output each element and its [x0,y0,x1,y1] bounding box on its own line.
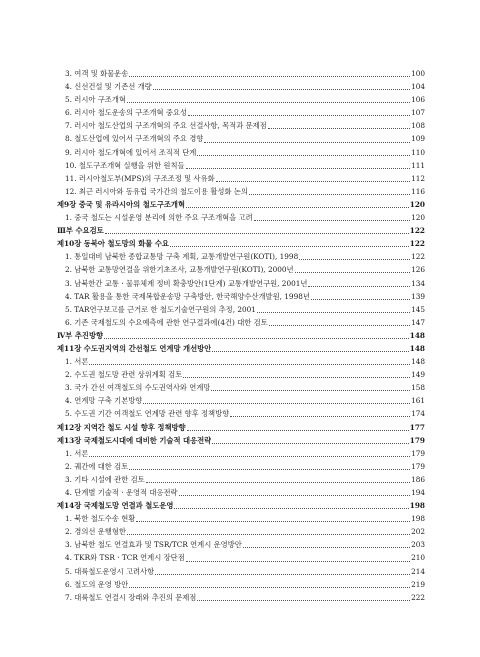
dot-leader [155,574,410,575]
dot-leader [188,115,410,116]
toc-page-number: 104 [411,82,425,92]
toc-page-number: 111 [411,160,425,170]
dot-leader [254,220,410,221]
toc-entry-row [57,407,425,420]
toc-heading-row [57,224,425,237]
toc-entry-title: 제13장 국제철도시대에 대비한 기술적 대응전략 [57,435,212,445]
toc-entry-row [57,460,425,473]
dot-leader [105,233,409,234]
dot-leader [197,600,410,601]
toc-entry-title: 4. 신선건설 및 기존선 개량 [65,82,152,92]
toc-page-number: 202 [411,527,425,537]
toc-entry-row [57,211,425,224]
toc-heading-row [57,499,425,512]
dot-leader [295,272,410,273]
toc-entry-row [57,512,425,525]
toc-entry-title: 제14장 국제철도망 연결과 철도운영 [57,501,174,511]
dot-leader [129,587,410,588]
toc-entry-title: 4. 단계별 기술적ㆍ운영적 대응전략 [65,488,178,497]
toc-entry-row [57,394,425,407]
toc-entry-row [57,578,425,591]
toc-entry-title: 4. 연계망 구축 기본방향 [65,396,143,406]
toc-entry-row [57,67,425,80]
toc-entry-title: 제9장 중국 및 유라시아의 철도구조개혁 [57,199,186,209]
toc-entry-row [57,185,425,198]
toc-entry-title: 8. 철도산업에 있어서 구조개혁의 주요 경향 [65,134,204,144]
toc-page-number: 179 [409,435,425,445]
toc-page-number: 186 [411,474,425,484]
toc-entry-title: 제10장 동북아 철도망의 화물 수요 [57,239,169,249]
toc-entry-row [57,277,425,290]
toc-entry-row [57,303,425,316]
toc-page-number: 122 [409,239,425,249]
toc-heading-row [57,434,425,447]
toc-entry-title: 5. TAR연구보고를 근거로 한 철도기술연구원의 추정, 2001 [65,304,256,314]
toc-page-number: 148 [409,330,425,340]
toc-page-number: 179 [411,461,425,471]
toc-entry-title: 1. 통일대비 남북한 종합교통망 구축 계획, 교통개발연구원(KOTI), 1998 [65,252,299,262]
toc-entry-row [57,80,425,93]
dot-leader [89,456,410,457]
toc-entry-title: 2. 경의선 운행형한 [65,527,126,537]
dot-leader [268,128,410,129]
toc-entry-row [57,106,425,119]
toc-page-number: 107 [411,108,425,118]
toc-entry-title: 4. TAR 활용을 통한 국제복합운송망 구축방안, 한국해양수산개발원, 1998년 [65,291,310,301]
toc-entry-title: 3. 기타 시설에 관한 검토 [65,474,145,484]
toc-entry-title: 7. 러시아 철도산업의 구조개혁의 주요 선결사항, 목적과 문제점 [65,121,267,131]
dot-leader [197,155,410,156]
toc-page-number: 214 [411,566,425,576]
toc-page-number: 122 [409,226,425,236]
toc-entry-row [57,565,425,578]
toc-entry-row [57,263,425,276]
dot-leader [129,469,410,470]
dot-leader [143,403,410,404]
toc-page-number: 112 [411,173,425,183]
toc-page-number: 198 [409,501,425,511]
dot-leader [127,102,410,103]
toc-entry-row [57,172,425,185]
toc-page-number: 219 [411,579,425,589]
dot-leader [89,364,410,365]
toc-heading-row [57,198,425,211]
dot-leader [129,76,410,77]
dot-leader [127,534,410,535]
toc-entry-title: 12. 최근 러시아와 동유럽 국가간의 철도이용 활성화 논의 [65,186,248,196]
toc-page-number: 139 [411,291,425,301]
toc-page-number: 161 [411,396,425,406]
toc-entry-title: 10. 철도구조개혁 실행을 위한 원칙들 [65,160,185,170]
dot-leader [104,338,409,339]
toc-page-number: 198 [411,514,425,524]
dot-leader [216,181,410,182]
toc-entry-title: 4. TKR와 TSRㆍTCR 연계시 장단점 [65,553,185,563]
toc-page-number: 110 [411,147,425,157]
dot-leader [186,561,410,562]
toc-entry-title: 1. 중국 철도는 시설운영 분리에 의한 주요 구조개혁을 고려 [65,213,253,223]
dot-leader [186,168,410,169]
toc-entry-row [57,93,425,106]
toc-page-number: 203 [411,540,425,550]
toc-page-number: 116 [411,186,425,196]
dot-leader [146,482,410,483]
toc-page-number: 210 [411,553,425,563]
toc-page-number: 222 [411,592,425,602]
toc-entry-title: 3. 국가 간선 여객철도의 수도권역사와 연계망 [65,383,211,393]
toc-entry-title: 제11장 수도권지역의 간선철도 연계망 개선방안 [57,343,212,353]
toc-page-number: 145 [411,304,425,314]
toc-entry-row [57,290,425,303]
dot-leader [204,142,410,143]
toc-entry-title: 6. 러시아 철도운송의 구조개혁 중요성 [65,108,187,118]
toc-page-number: 177 [409,422,425,432]
toc-page-number: 179 [411,448,425,458]
toc-entry-title: 2. 궤간에 대한 검토 [65,461,129,471]
toc-page-number: 122 [411,252,425,262]
toc-entry-row [57,525,425,538]
toc-entry-title: 11. 러시아철도부(MPS)의 구조조정 및 사유화 [65,173,215,183]
toc-entry-title: 2. 남북한 교통망연결을 위한기초조사, 교통개발연구원(KOTI), 2000년 [65,265,294,275]
dot-leader [212,351,409,352]
dot-leader [299,259,410,260]
toc-entry-title: 6. 철도의 운영 방안 [65,579,129,589]
toc-entry-title: 3. 남북한간 교통ㆍ물류체계 정비 확충방안(1단계) 교통개발연구원, 2001년 [65,278,308,288]
toc-entry-title: 1. 북한 철도수송 현황 [65,514,136,524]
toc-heading-row [57,342,425,355]
toc-entry-title: 6. 기존 국제철도의 수요예측에 관한 연구결과에(4건) 대한 검토 [65,317,268,327]
dot-leader [311,299,410,300]
toc-entry-row [57,551,425,564]
toc-heading-row [57,237,425,250]
dot-leader [187,430,409,431]
toc-entry-row [57,381,425,394]
dot-leader [211,390,410,391]
toc-page-number: 147 [411,317,425,327]
toc-entry-title: 9. 러시아 철도개혁에 있어서 조직적 단계 [65,147,197,157]
toc-page-number: 106 [411,95,425,105]
toc-entry-row [57,146,425,159]
toc-page-number: 120 [411,213,425,223]
toc-entry-title: 5. 대륙철도운영시 고려사항 [65,566,155,576]
toc-page-number: 149 [411,370,425,380]
toc-entry-row [57,538,425,551]
dot-leader [179,495,410,496]
toc-page-number: 126 [411,265,425,275]
toc-entry-title: 7. 대륙철도 연결시 장래와 추진의 문제점 [65,592,197,602]
toc-entry-title: 제12장 지역간 철도 시설 향후 정책방향 [57,422,186,432]
toc-page-number: 109 [411,134,425,144]
toc-page-number: 134 [411,278,425,288]
dot-leader [136,521,410,522]
dot-leader [257,312,410,313]
toc-entry-row [57,355,425,368]
dot-leader [269,325,410,326]
toc-entry-row [57,591,425,604]
toc-entry-row [57,447,425,460]
toc-entry-title: 2. 수도권 철도망 관련 상위계획 검토 [65,370,183,380]
toc-page-number: 174 [411,409,425,419]
toc-entry-row [57,473,425,486]
toc-entry-title: 1. 서론 [65,357,89,367]
dot-leader [308,286,410,287]
toc-entry-title: 1. 서론 [65,448,89,458]
toc-page-number: 194 [411,488,425,497]
dot-leader [170,246,409,247]
toc-entry-title: Ⅳ부 추진방향 [57,330,104,340]
toc-entry-row [57,132,425,145]
toc-entry-row [57,119,425,132]
dot-leader [212,443,409,444]
toc-entry-title: 5. 수도권 기간 여객철도 연계망 관련 향후 정책방향 [65,409,230,419]
toc-entry-title: Ⅲ부 수요검토 [57,226,104,236]
dot-leader [183,377,410,378]
dot-leader [174,508,408,509]
toc-entry-row [57,486,425,499]
toc-heading-row [57,421,425,434]
dot-leader [249,194,410,195]
toc-page-number: 108 [411,121,425,131]
dot-leader [230,416,410,417]
toc-page-number: 100 [411,69,425,78]
toc-page-number: 158 [411,383,425,393]
toc-heading-row [57,329,425,342]
toc-entry-row [57,159,425,172]
toc-entry-title: 5. 러시아 구조개혁 [65,95,126,105]
table-of-contents [57,67,425,604]
toc-entry-title: 3. 남북한 철도 연결효과 및 TSR/TCR 연계시 운영방안 [65,540,242,550]
toc-page-number: 120 [409,199,425,209]
toc-entry-title: 3. 여객 및 화물운송 [65,69,129,78]
toc-page-number: 148 [411,357,425,367]
dot-leader [153,89,410,90]
toc-page-number: 148 [409,343,425,353]
dot-leader [243,547,410,548]
toc-entry-row [57,250,425,263]
toc-entry-row [57,316,425,329]
dot-leader [186,207,409,208]
toc-entry-row [57,368,425,381]
